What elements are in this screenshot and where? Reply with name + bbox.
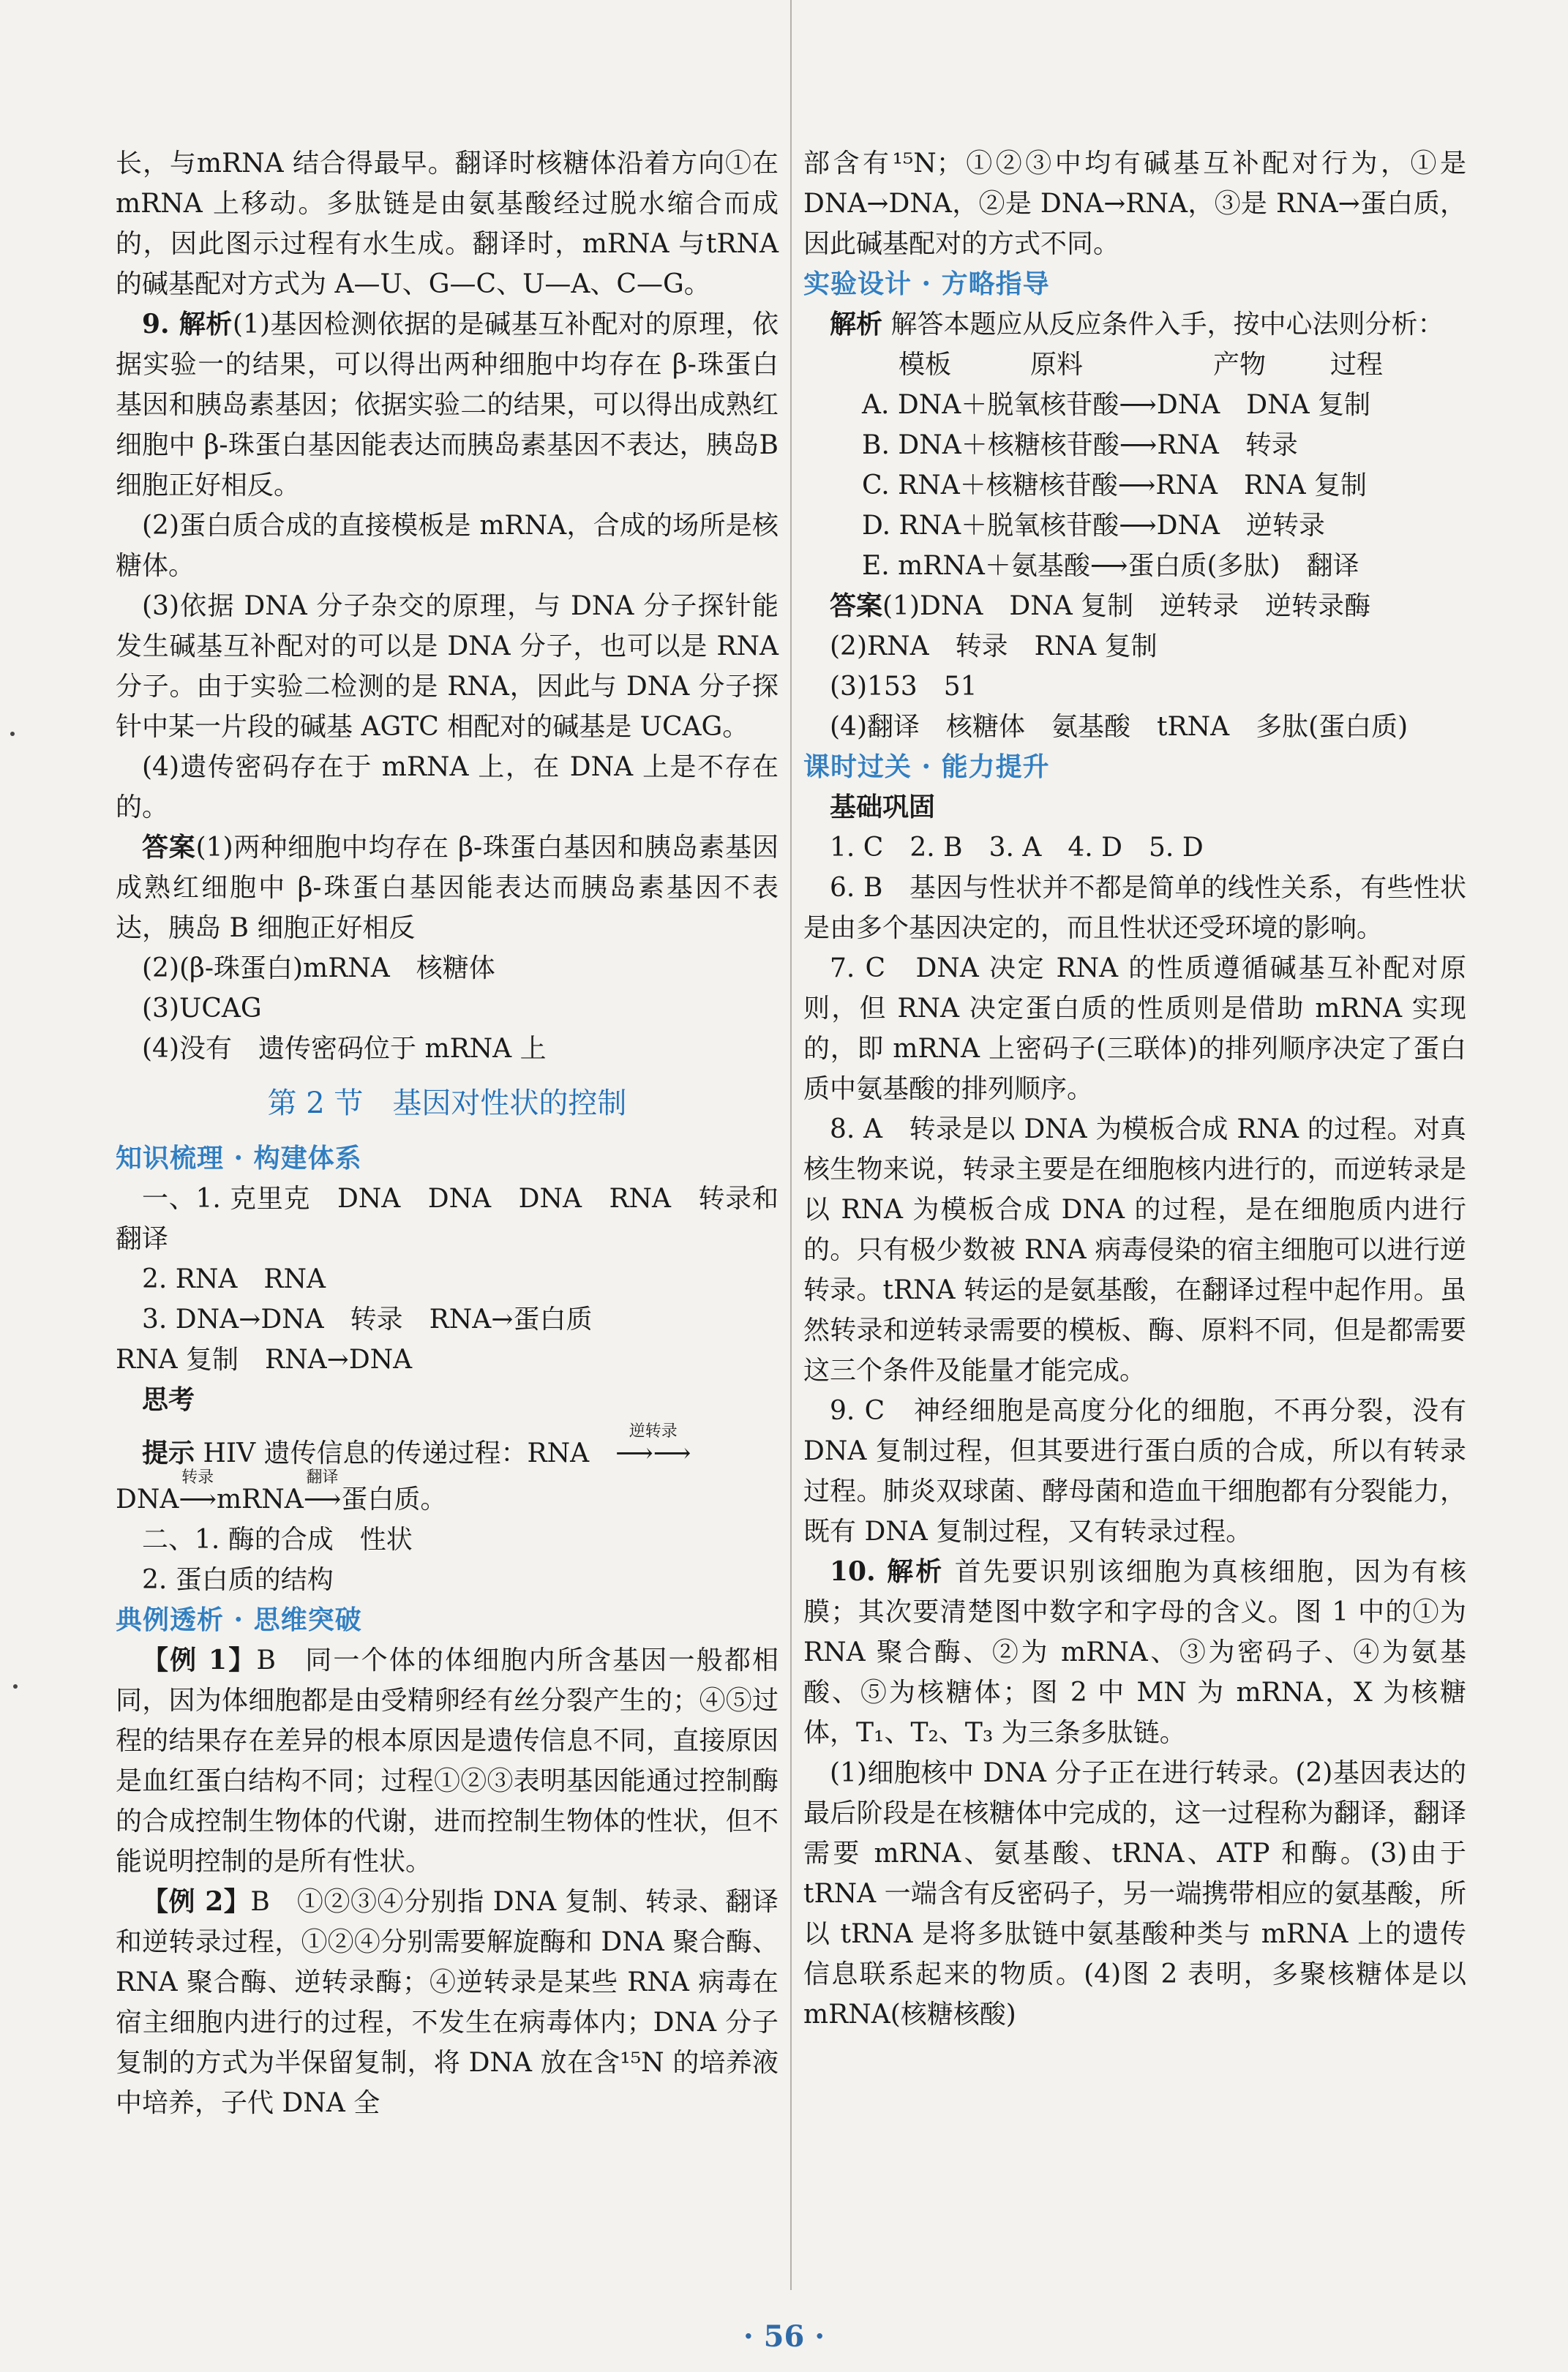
paragraph: (4)遗传密码存在于 mRNA 上，在 DNA 上是不存在的。 [116,752,779,822]
subsection-heading: 基础巩固 [830,792,936,822]
knowledge-line: RNA 复制 RNA→DNA [116,1345,413,1375]
margin-dot [13,1684,18,1689]
section-heading: 课时过关 · 能力提升 [803,751,1050,782]
question-9: 9. C 神经细胞是高度分化的细胞，不再分裂，没有 DNA 复制过程，但其要进行蛋白质的合成，所以有转录过程。肺炎双球菌、酵母菌和造血干细胞都有分裂能力，既有 DNA 复制过程，又有转录过程。 [803,1396,1466,1547]
paragraph: (1)细胞核中 DNA 分子正在进行转录。(2)基因表达的最后阶段是在核糖体中完成的，这一过程称为翻译，翻译需要 mRNA、氨基酸、tRNA、ATP 和酶。(3)由于 tRNA 一端含有反密码子，另一端携带相应的氨基酸，所以 tRNA 是将多肽链中氨基酸种类与 mRNA 上的遗传信息联系起来的物质。(4)图 2 表明，多聚核糖体是以 mRNA(核糖核酸) [803,1758,1466,2030]
answer-text: (1)两种细胞中均存在 β-珠蛋白基因和胰岛素基因 成熟红细胞中 β-珠蛋白基因能表达而胰岛素基因不表达，胰岛 B 细胞正好相反 [116,833,806,943]
answer-line: (2)RNA 转录 RNA 复制 [830,631,1158,661]
hint-text: 蛋白质。 [341,1485,447,1515]
table-row: D. RNA＋脱氧核苷酸⟶DNA 逆转录 [862,511,1326,541]
right-column [803,143,1466,2035]
arrow: ⟶⟶ 逆转录 [589,1433,691,1474]
analysis [803,304,1466,345]
example-1 [116,1640,779,1882]
paragraph: (2)蛋白质合成的直接模板是 mRNA，合成的场所是核糖体。 [116,511,779,581]
answer-block [803,586,1466,626]
question-7: 7. C DNA 决定 RNA 的性质遵循碱基互补配对原则，但 RNA 决定蛋白质的性质则是借助 mRNA 实现的，即 mRNA 上密码子(三联体)的排列顺序决定了蛋白质中氨基酸的排列顺序。 [803,953,1466,1104]
think-heading: 思考 [142,1384,195,1415]
arrow: ⟶ 转录 [179,1479,217,1520]
section-title: 第 2 节 基因对性状的控制 [267,1086,627,1120]
arrow-label: 逆转录 [629,1422,678,1441]
table-row: B. DNA＋核糖核苷酸⟶RNA 转录 [862,430,1298,460]
table-header-cell: 模板 [899,350,952,380]
hint-label: 提示 [142,1438,195,1468]
table-row: C. RNA＋核糖核苷酸⟶RNA RNA 复制 [862,470,1368,500]
column-divider [790,0,792,2290]
knowledge-line: 2. 蛋白质的结构 [142,1565,334,1595]
answer-label: 答案 [142,832,196,863]
question-8: 8. A 转录是以 DNA 为模板合成 RNA 的过程。对真核生物来说，转录主要是在细胞核内进行的，而逆转录是以 RNA 为模板合成 DNA 的过程，是在细胞质内进行的。只有极少数被 RNA 病毒侵染的宿主细胞可以进行逆转录。tRNA 转运的是氨基酸，在翻译过程中起作用。虽然转录和逆转录需要的模板、酶、原料不同，但是都需要这三个条件及能量才能完成。 [803,1114,1466,1386]
section-heading: 实验设计 · 方略指导 [803,269,1050,299]
quick-answers: 1. C 2. B 3. A 4. D 5. D [830,833,1204,863]
question-6: 6. B 基因与性状并不都是简单的线性关系，有些性状是由多个基因决定的，而且性状还受环境的影响。 [803,873,1466,943]
answer-line: (4)没有 遗传密码位于 mRNA 上 [142,1034,547,1064]
left-column [116,143,806,2123]
table-header-cell: 产物 [1213,350,1267,380]
answer-text: (1)DNA DNA 复制 逆转录 逆转录酶 [882,591,1371,621]
example-label: 【例 1】 [142,1645,257,1675]
table-header-cell: 过程 [1330,350,1384,380]
answer-label: 10. 解析 [830,1556,945,1587]
table-row: A. DNA＋脱氧核苷酸⟶DNA DNA 复制 [862,390,1371,420]
answer-label: 答案 [830,590,883,621]
example-text: B 同一个体的体细胞内所含基因一般都相同，因为体细胞都是由受精卵经有丝分裂产生的；④⑤过程的结果存在差异的根本原因是遗传信息不同，直接原因是血红蛋白结构不同；过程①②③表明基因能通过控制酶的合成控制生物体的代谢，进而控制生物体的性状，但不能说明控制的是所有性状。 [116,1645,779,1877]
knowledge-line: 3. DNA→DNA 转录 RNA→蛋白质 [142,1305,593,1335]
answer-line: (3)UCAG [142,994,262,1024]
section-heading: 典例透析 · 思维突破 [116,1605,362,1635]
arrow: ⟶ 翻译 [304,1479,342,1520]
hint-text: DNA [116,1485,179,1515]
paragraph-text: 首先要识别该细胞为真核细胞，因为有核膜；其次要清楚图中数字和字母的含义。图 1 中的①为 RNA 聚合酶、②为 mRNA、③为密码子、④为氨基酸、⑤为核糖体；图 2 中 MN 为 mRNA，X 为核糖体，T₁、T₂、T₃ 为三条多肽链。 [803,1557,1466,1748]
arrow-label: 翻译 [306,1468,339,1487]
table-row: E. mRNA＋氨基酸⟶蛋白质(多肽) 翻译 [862,551,1359,581]
answer-line: (3)153 51 [830,672,978,702]
margin-dot [10,732,15,736]
example-label: 【例 2】 [142,1886,251,1917]
knowledge-line: 2. RNA RNA [142,1264,326,1294]
answer-line: (2)(β-珠蛋白)mRNA 核糖体 [142,953,495,983]
hint-text: mRNA [216,1485,304,1515]
question-9 [116,304,779,506]
knowledge-line: 二、1. 酶的合成 性状 [142,1525,413,1555]
paragraph: 部含有¹⁵N；①②③中均有碱基互补配对行为，①是 DNA→DNA，②是 DNA→RNA，③是 RNA→蛋白质，因此碱基配对的方式不同。 [803,149,1466,259]
paragraph-text: (1)基因检测依据的是碱基互补配对的原理，依据实验一的结果，可以得出两种细胞中均存在 β-珠蛋白基因和胰岛素基因；依据实验二的结果，可以得出成熟红细胞中 β-珠蛋白基因能表达而胰岛素基因不表达，胰岛B 细胞正好相反。 [116,309,779,500]
section-heading: 知识梳理 · 构建体系 [116,1143,362,1174]
answer-block [116,827,806,948]
table-header [803,345,1466,385]
example-text: B ①②③④分别指 DNA 复制、转录、翻译和逆转录过程，①②④分别需要解旋酶和 DNA 聚合酶、RNA 聚合酶、逆转录酶；④逆转录是某些 RNA 病毒在宿主细胞内进行的过程，不发生在病毒体内；DNA 分子复制的方式为半保留复制，将 DNA 放在含¹⁵N 的培养液中培养，子代 DNA 全 [116,1887,779,2118]
paragraph: (3)依据 DNA 分子杂交的原理，与 DNA 分子探针能发生碱基互补配对的可以是 DNA 分子，也可以是 RNA 分子。由于实验二检测的是 RNA，因此与 DNA 分子探针中某一片段的碱基 AGTC 相配对的碱基是 UCAG。 [116,591,779,742]
analysis-label: 解析 [830,309,883,339]
example-2 [116,1882,779,2123]
hint-text: HIV 遗传信息的传递过程：RNA [203,1438,590,1468]
answer-line: (4)翻译 核糖体 氨基酸 tRNA 多肽(蛋白质) [830,712,1408,742]
answer-label: 9. 解析 [142,309,233,339]
paragraph: 长，与mRNA 结合得最早。翻译时核糖体沿着方向①在mRNA 上移动。多肽链是由氨基酸经过脱水缩合而成的，因此图示过程有水生成。翻译时，mRNA 与tRNA 的碱基配对方式为 A—U、G—C、U—A、C—G。 [116,149,779,299]
hint-line [116,1468,779,1520]
analysis-text: 解答本题应从反应条件入手，按中心法则分析： [890,309,1444,339]
question-10 [803,1552,1466,1753]
knowledge-line: 一、1. 克里克 DNA DNA DNA RNA 转录和翻译 [116,1184,779,1254]
table-header-cell: 原料 [1030,350,1084,380]
arrow-label: 转录 [181,1468,214,1487]
page-number: · 56 · [743,2319,825,2354]
